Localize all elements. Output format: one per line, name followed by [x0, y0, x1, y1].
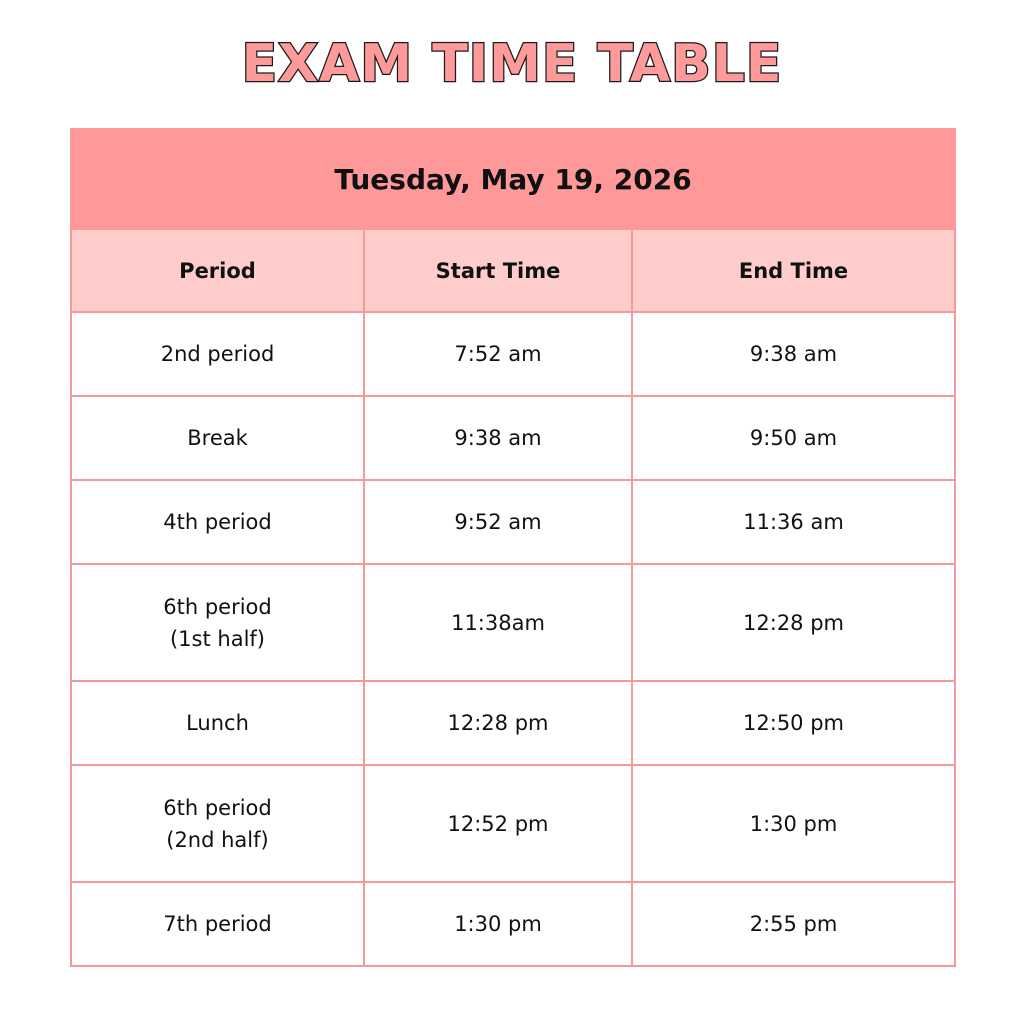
period-cell: 2nd period: [71, 312, 364, 396]
page-title: EXAM TIME TABLE: [241, 34, 783, 94]
end-time-cell: 11:36 am: [632, 480, 955, 564]
header-period: Period: [71, 229, 364, 312]
end-time-cell: 12:50 pm: [632, 681, 955, 765]
table-row: [71, 312, 955, 396]
start-time-cell: 1:30 pm: [364, 882, 632, 966]
header-row: [71, 229, 955, 312]
table-row: [71, 882, 955, 966]
start-time-cell: 9:38 am: [364, 396, 632, 480]
period-cell: 7th period: [71, 882, 364, 966]
start-time-cell: 12:28 pm: [364, 681, 632, 765]
table-row: [71, 765, 955, 882]
end-time-cell: 9:50 am: [632, 396, 955, 480]
timetable: [70, 128, 956, 967]
header-end-time: End Time: [632, 229, 955, 312]
start-time-cell: 12:52 pm: [364, 765, 632, 882]
period-cell: 6th period (1st half): [71, 564, 364, 681]
end-time-cell: 12:28 pm: [632, 564, 955, 681]
period-cell: Break: [71, 396, 364, 480]
date-heading: Tuesday, May 19, 2026: [71, 129, 955, 229]
table-row: [71, 396, 955, 480]
table-row: [71, 564, 955, 681]
end-time-cell: 9:38 am: [632, 312, 955, 396]
end-time-cell: 1:30 pm: [632, 765, 955, 882]
header-start-time: Start Time: [364, 229, 632, 312]
end-time-cell: 2:55 pm: [632, 882, 955, 966]
start-time-cell: 11:38am: [364, 564, 632, 681]
date-row: [71, 129, 955, 229]
period-cell: 6th period (2nd half): [71, 765, 364, 882]
table-row: [71, 480, 955, 564]
start-time-cell: 9:52 am: [364, 480, 632, 564]
table-row: [71, 681, 955, 765]
period-cell: Lunch: [71, 681, 364, 765]
period-cell: 4th period: [71, 480, 364, 564]
start-time-cell: 7:52 am: [364, 312, 632, 396]
